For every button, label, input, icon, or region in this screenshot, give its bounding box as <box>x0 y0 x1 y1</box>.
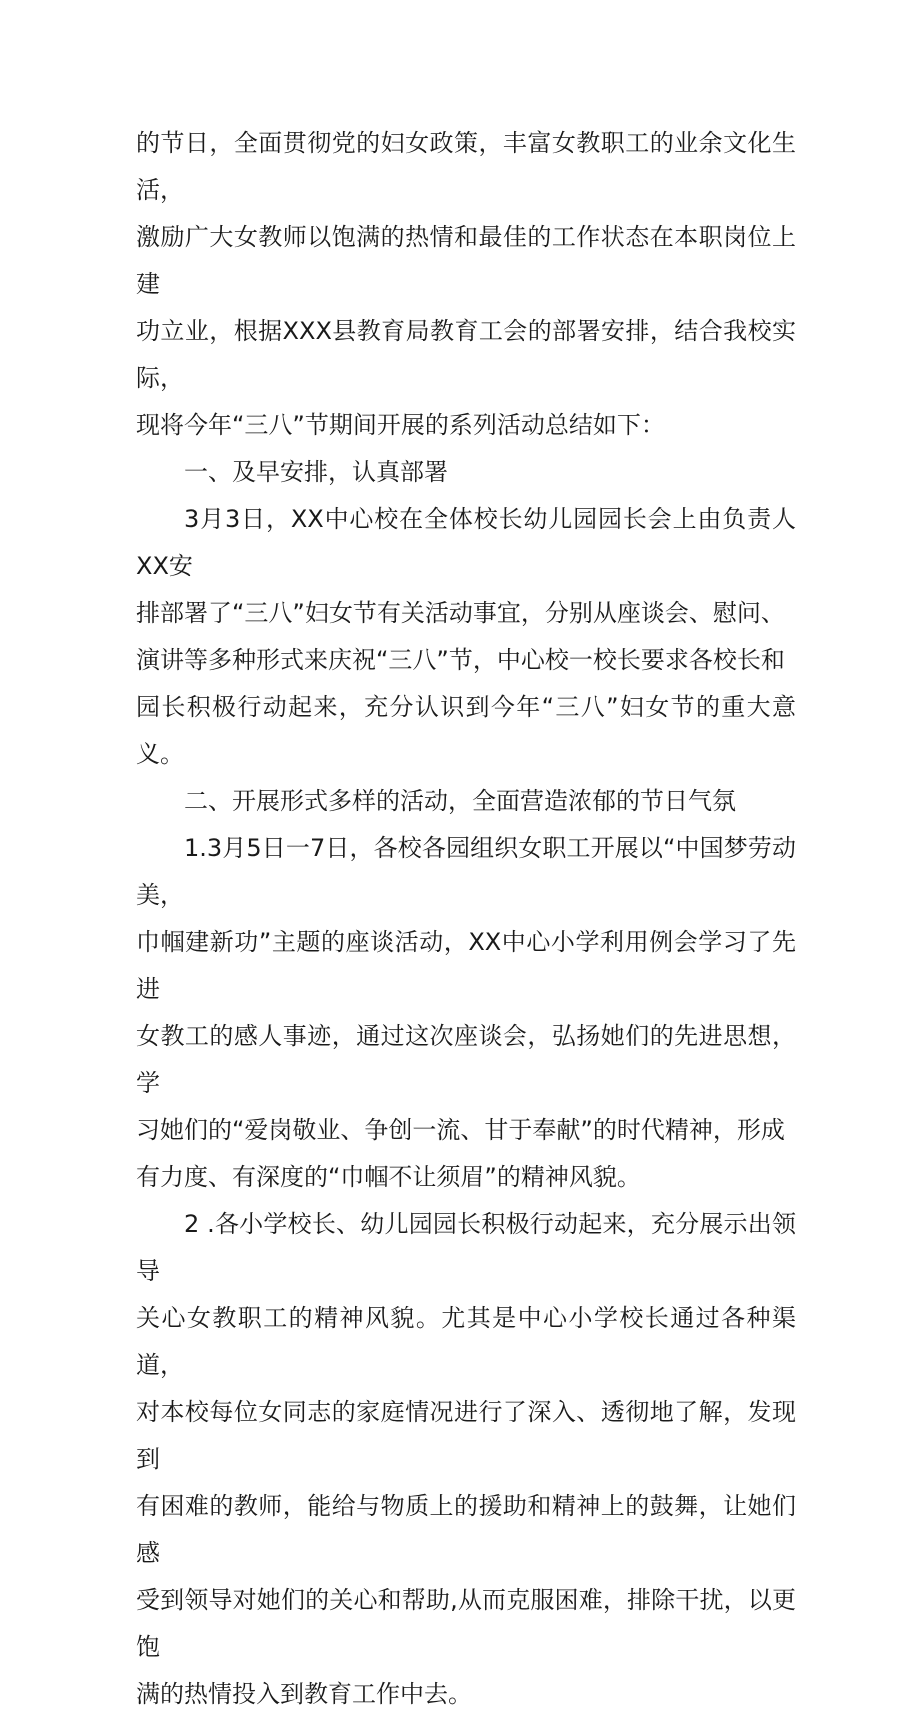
text-line: 的节日，全面贯彻党的妇女政策，丰富女教职工的业余文化生活， <box>136 129 796 204</box>
paragraph-item-1 <box>136 825 796 1201</box>
paragraph-item-2 <box>136 1201 796 1718</box>
text-line: 3月3日，XX中心校在全体校长幼儿园园长会上由负责人XX安 <box>136 505 796 580</box>
heading-text: 一、及早安排，认真部署 <box>184 458 448 486</box>
text-line: 排部署了“三八”妇女节有关活动事宜，分别从座谈会、慰问、 <box>136 599 785 627</box>
text-line: 习她们的“爱岗敬业、争创一流、甘于奉献”的时代精神，形成 <box>136 1116 785 1144</box>
text-line: 有力度、有深度的“巾帼不让须眉”的精神风貌。 <box>136 1163 641 1191</box>
heading-text: 二、开展形式多样的活动，全面营造浓郁的节日气氛 <box>184 787 736 815</box>
text-line: 有困难的教师，能给与物质上的援助和精神上的鼓舞，让她们感 <box>136 1492 796 1567</box>
text-line: 女教工的感人事迹，通过这次座谈会，弘扬她们的先进思想，学 <box>136 1022 796 1097</box>
section-heading-1 <box>136 449 796 496</box>
text-line: 受到领导对她们的关心和帮助,从而克服困难，排除干扰，以更饱 <box>136 1586 796 1661</box>
paragraph-section-1 <box>136 496 796 778</box>
text-line: 巾帼建新功”主题的座谈活动，XX中心小学利用例会学习了先进 <box>136 928 796 1003</box>
paragraph-intro <box>136 120 796 449</box>
text-line: 功立业，根据XXX县教育局教育工会的部署安排，结合我校实际， <box>136 317 796 392</box>
text-line: 满的热情投入到教育工作中去。 <box>136 1680 472 1708</box>
text-line: 演讲等多种形式来庆祝“三八”节，中心校一校长要求各校长和 <box>136 646 785 674</box>
text-line: 关心女教职工的精神风貌。尤其是中心小学校长通过各种渠道， <box>136 1304 796 1379</box>
text-line: 激励广大女教师以饱满的热情和最佳的工作状态在本职岗位上建 <box>136 223 796 298</box>
text-line: 对本校每位女同志的家庭情况进行了深入、透彻地了解，发现到 <box>136 1398 796 1473</box>
document-body <box>136 120 796 1718</box>
section-heading-2 <box>136 778 796 825</box>
text-line: 2 .各小学校长、幼儿园园长积极行动起来，充分展示出领导 <box>136 1210 796 1285</box>
text-line: 现将今年“三八”节期间开展的系列活动总结如下： <box>136 411 665 439</box>
text-line: 园长积极行动起来，充分认识到今年“三八”妇女节的重大意义。 <box>136 693 796 768</box>
text-line: 1.3月5日一7日，各校各园组织女职工开展以“中国梦劳动美， <box>136 834 796 909</box>
